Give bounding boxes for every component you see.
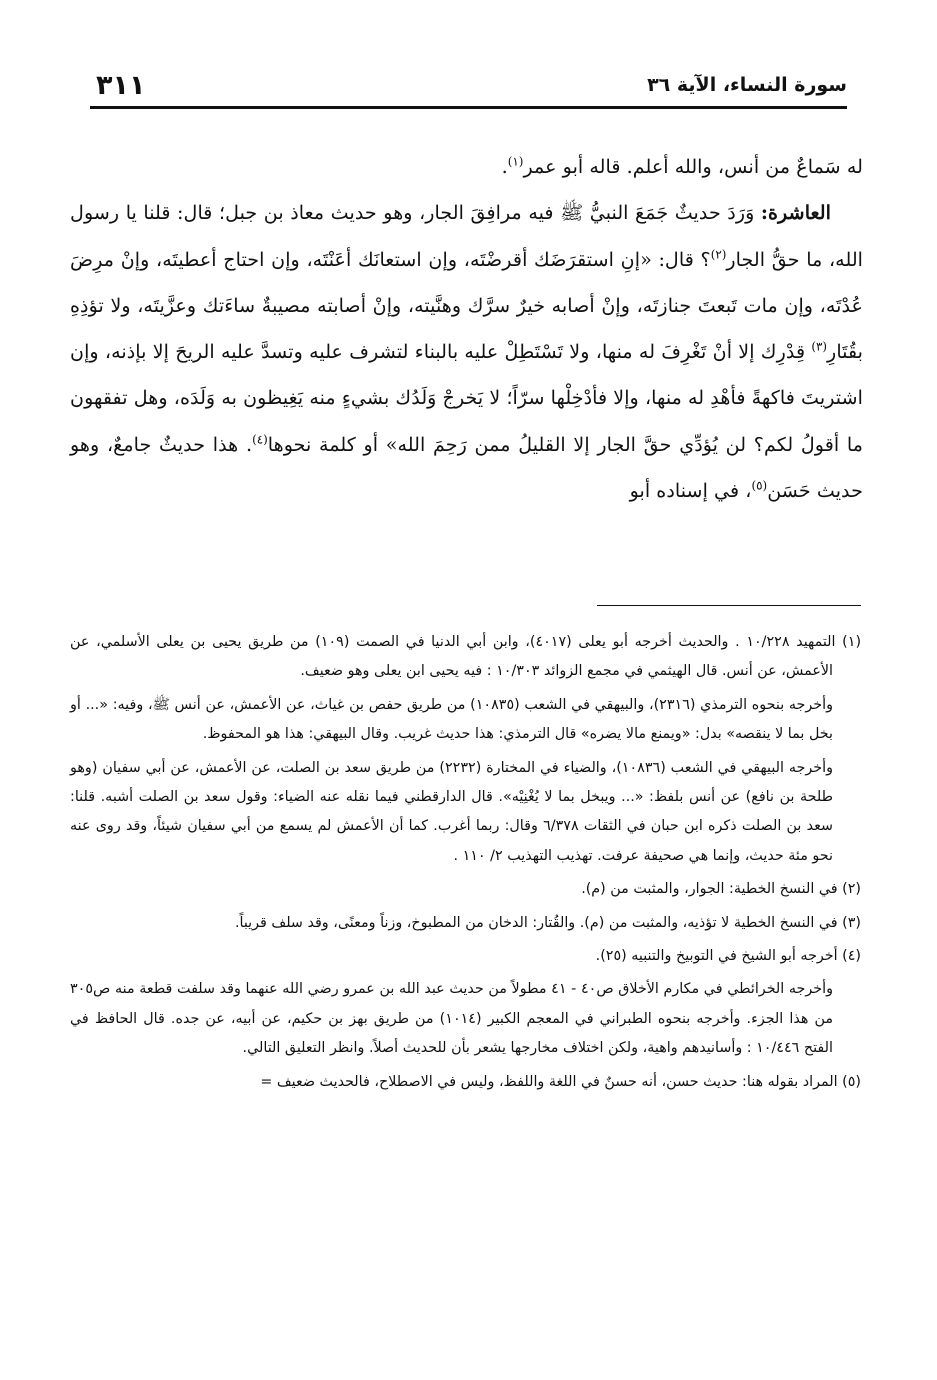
paragraph-intro [70,144,863,190]
footnote-separator [597,605,861,606]
footnote-2: (٢) في النسخ الخطية: الجوار، والمثبت من (م). [581,881,861,898]
tenth-text-e: ، في إسناده أبو [629,479,752,503]
tenth-text-a: وَرَدَ حديثٌ جَمَعَ النبيُّ ﷺ فيه مرافِقَ الجار، وهو حديث معاذ بن جبل؛ قال: قلنا يا رسول الله، ما حقُّ الجار [70,201,864,271]
footnotes [70,628,861,1097]
paragraph-tenth [70,190,863,514]
intro-end: . [501,155,508,178]
footnote-3: (٣) في النسخ الخطية لا تؤذيه، والمثبت من (م). والقُتار: الدخان من المطبوخ، وزناً ومعنًى، وقد سلف قريباً. [234,914,861,931]
intro-text: له سَماعٌ من أنس، والله أعلم. قاله أبو عمر [523,155,863,178]
note-ref-3: (٣) [811,339,828,354]
footnote-4-continued: وأخرجه الخرائطي في مكارم الأخلاق ص٤٠ - ٤١ مطولاً من حديث عبد الله بن عمرو رضي الله عنهما وقد سلفت قطعة منه ص٣٠٥ من هذا الجزء. وأخرجه بنحوه الطبراني في المعجم الكبير (١٠١٤) من طريق بهز بن حكيم، عن أبيه، عن جده. قال الحافظ في الفتح ١٠/٤٤٦ : وأسانيدهم واهية، ولكن اختلاف مخارجها يشعر بأن للحديث أصلاً. وانظر التعليق التالي. [70,981,833,1057]
footnote-1-continued: وأخرجه بنحوه الترمذي (٢٣١٦)، والبيهقي في الشعب (١٠٨٣٥) من طريق حفص بن غياث، عن الأعمش، عن أنس ﷺ، وفيه: «... أو بخل بما لا ينقصه» بدل: «ويمنع مالا يضره» قال الترمذي: هذا حديث غريب. وقال البيهقي: هذا هو المحفوظ. [70,696,833,743]
page-header [90,66,847,109]
tenth-text-c: قِدْرِك إلا أنْ تَغْرِفَ له منها، ولا تَسْتَطِلْ عليه بالبناء لتشرف عليه وتسدَّ عليه الريحَ إلا بإذنه، وإن اشتريتَ فاكهةً فأهْدِ له منها، وإلا فأدْخِلْها سرّاً؛ لا يَخرجْ وَلَدُك بشيءٍ منه يَغِيظون به وَلَدَه، وهل تفقهون ما أقولُ لكم؟ لن يُؤدِّي حقَّ الجار إلا القليلُ ممن رَحِمَ الله» أو كلمة نحوها [70,340,863,456]
footnote-5: (٥) المراد بقوله هنا: حديث حسن، أنه حسنٌ في اللغة واللفظ، وليس في الاصطلاح، فالحديث ضعيف = [260,1073,861,1090]
note-ref-5: (٥) [751,478,768,493]
note-ref-1: (١) [507,154,524,169]
running-title: سورة النساء، الآية ٣٦ [647,74,847,96]
note-ref-4: (٤) [252,432,268,447]
main-text [70,144,863,514]
footnote-4: (٤) أخرجه أبو الشيخ في التوبيخ والتنبيه (٢٥). [595,948,861,965]
tenth-lead: العاشرة: [760,201,831,225]
tenth-text-d: . هذا حديثٌ جامعٌ، وهو حديث حَسَن [70,432,863,503]
footnote-1-continued-2: وأخرجه البيهقي في الشعب (١٠٨٣٦)، والضياء في المختارة (٢٢٣٢) من طريق سعد بن الصلت، عن الأعمش، عن أبي سفيان (وهو طلحة بن نافع) عن أنس بلفظ: «... ويبخل بما لا يُغْنِيْه». قال الدارقطني فيما نقله عنه الضياء: وقول سعد بن الصلت أشبه. قلنا: سعد بن الصلت ذكره ابن حبان في الثقات ٦/٣٧٨ وقال: ربما أغرب. كما أن الأعمش لم يسمع من أبي سفيان شيئاً، وقد روى عنه نحو مئة حديث، وإنما هي صحيفة عرفت. تهذيب التهذيب ٢/ ١١٠ . [70,759,833,864]
tenth-text-b: ؟ قال: «إنِ استقرَضَك أقرضْتَه، وإن استعانَك أعَنْتَه، وإن احتاج أعطيتَه، وإنْ مرِضَ عُدْتَه، وإن مات تَبعتَ جنازتَه، وإنْ أصابه خيرٌ سرَّك وهنَّيته، وإنْ أصابته مصيبةٌ ساءَتك وعزَّيتَه، ولا تؤذِهِ بقُتَارِ [70,247,863,364]
page-number: ٣١١ [96,70,146,101]
note-ref-2: (٢) [710,247,727,262]
footnote-1: (١) التمهيد ١٠/٢٢٨ . والحديث أخرجه أبو يعلى (٤٠١٧)، وابن أبي الدنيا في الصمت (١٠٩) من طريق يحيى بن يعلى الأسلمي، عن الأعمش، عن أنس. قال الهيثمي في مجمع الزوائد ١٠/٣٠٣ : فيه يحيى ابن يعلى وهو ضعيف. [70,634,862,680]
